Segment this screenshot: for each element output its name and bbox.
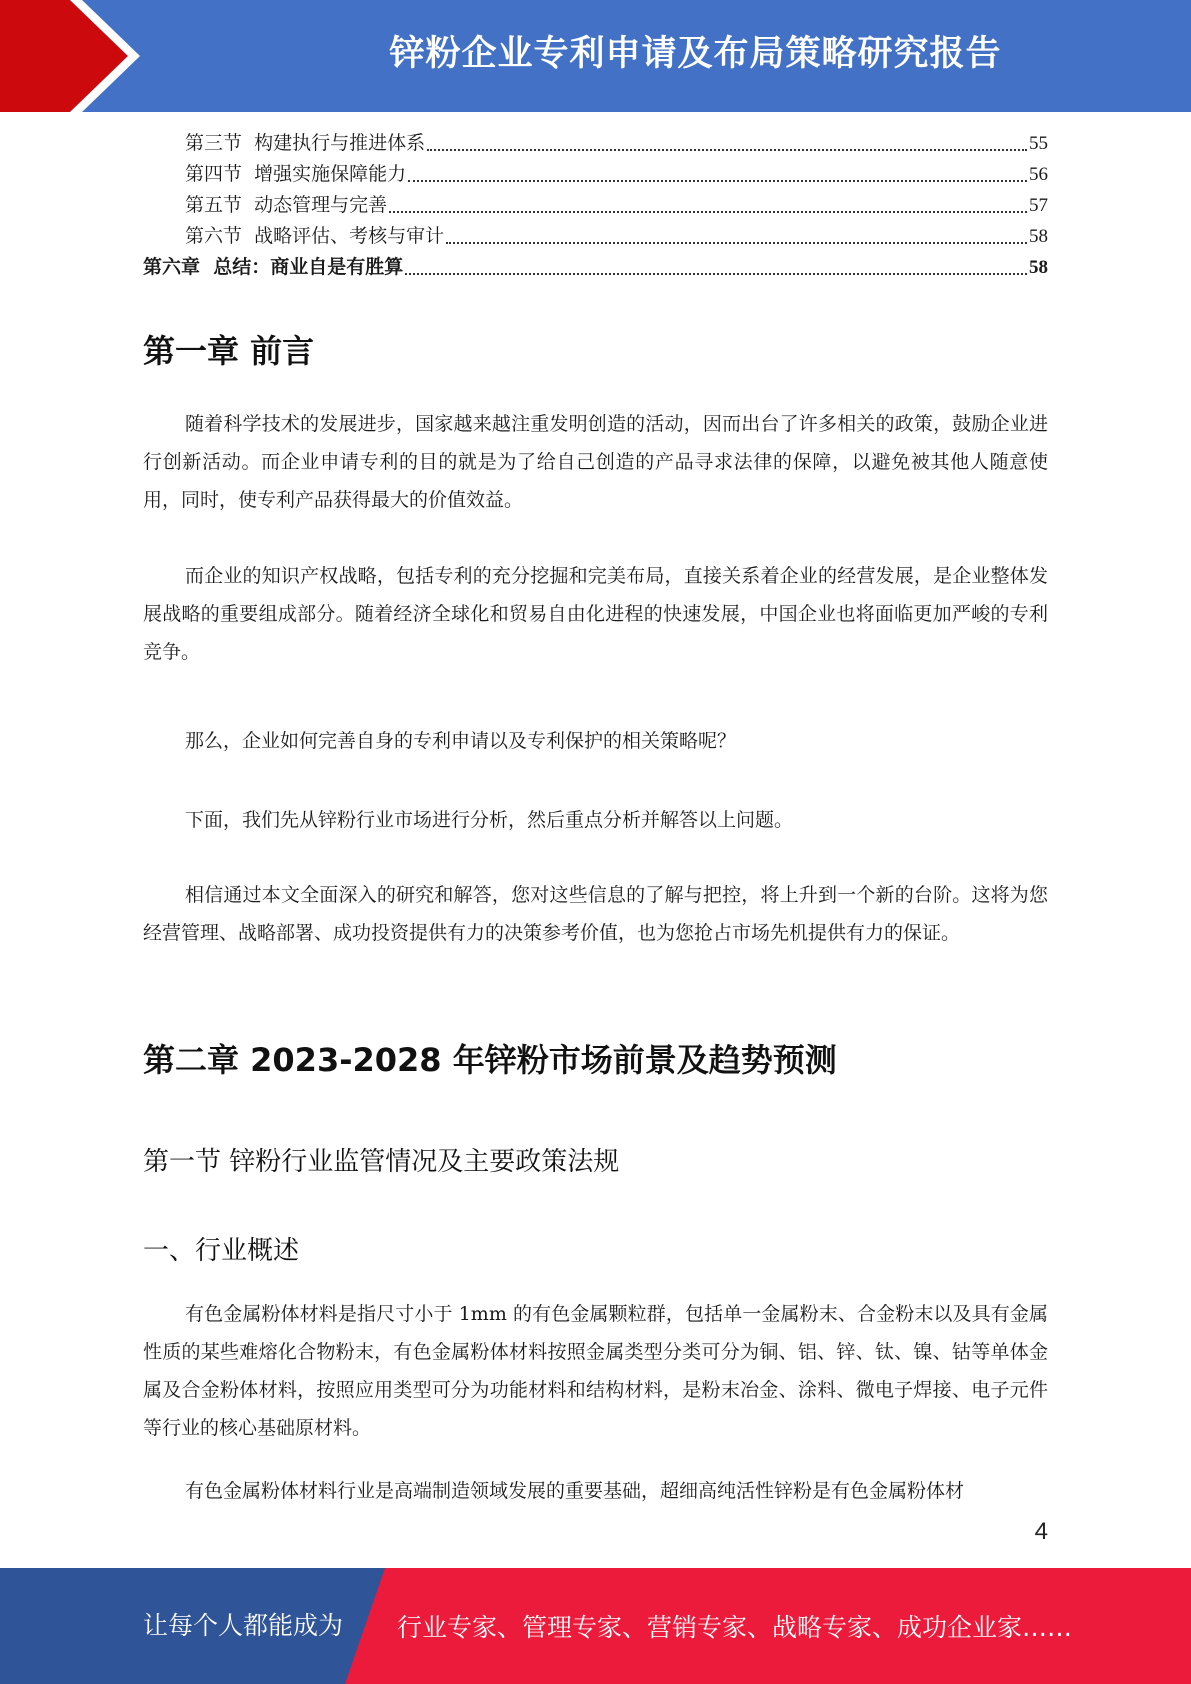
toc-leader-dots xyxy=(405,272,1027,275)
toc-item[interactable] xyxy=(143,221,1048,252)
chapter1-paragraph: 下面，我们先从锌粉行业市场进行分析，然后重点分析并解答以上问题。 xyxy=(185,809,794,831)
chapter1-paragraph: 那么，企业如何完善自身的专利申请以及专利保护的相关策略呢？ xyxy=(185,730,737,752)
report-title: 锌粉企业专利申请及布局策略研究报告 xyxy=(389,34,1002,74)
toc-item-page: 56 xyxy=(1029,164,1048,185)
toc-item-page: 57 xyxy=(1029,195,1048,216)
toc-item-label: 第三节 构建执行与推进体系 xyxy=(185,132,426,154)
toc-item[interactable] xyxy=(143,190,1048,221)
chapter2-heading: 第二章 2023-2028 年锌粉市场前景及趋势预测 xyxy=(143,1041,837,1079)
table-of-contents xyxy=(143,128,1048,283)
toc-leader-dots xyxy=(427,148,1027,151)
header-banner xyxy=(0,0,1191,112)
chapter1-heading: 第一章 前言 xyxy=(143,332,315,370)
toc-item[interactable] xyxy=(143,128,1048,159)
subsection-heading: 一、行业概述 xyxy=(143,1236,300,1266)
toc-item-page: 55 xyxy=(1029,133,1048,154)
chapter1-paragraph: 随着科学技术的发展进步，国家越来越注重发明创造的活动，因而出台了许多相关的政策，鼓励企业进行创新活动。而企业申请专利的目的就是为了给自己创造的产品寻求法律的保障，以避免被其他人随意使用，同时，使专利产品获得最大的价值效益。 xyxy=(143,413,1048,511)
header-arrow-decoration xyxy=(0,0,150,112)
toc-item-page: 58 xyxy=(1029,257,1048,278)
toc-item-label: 第六节 战略评估、考核与审计 xyxy=(185,225,445,247)
toc-item-label: 第五节 动态管理与完善 xyxy=(185,194,388,216)
toc-item-label: 第四节 增强实施保障能力 xyxy=(185,163,407,185)
footer-banner xyxy=(0,1568,1191,1684)
chapter1-paragraph: 相信通过本文全面深入的研究和解答，您对这些信息的了解与把控，将上升到一个新的台阶。这将为您经营管理、战略部署、成功投资提供有力的决策参考价值，也为您抢占市场先机提供有力的保证。 xyxy=(143,884,1048,944)
footer-slogan-right: 行业专家、管理专家、营销专家、战略专家、成功企业家…… xyxy=(397,1613,1073,1642)
page-number: 4 xyxy=(1034,1518,1048,1545)
toc-chapter-item[interactable] xyxy=(143,252,1048,283)
section-heading: 第一节 锌粉行业监管情况及主要政策法规 xyxy=(143,1147,620,1177)
toc-leader-dots xyxy=(389,210,1027,213)
toc-item-label: 第六章 总结：商业自是有胜算 xyxy=(143,256,404,278)
chapter2-paragraph: 有色金属粉体材料是指尺寸小于 1mm 的有色金属颗粒群，包括单一金属粉末、合金粉末以及具有金属性质的某些难熔化合物粉末，有色金属粉体材料按照金属类型分类可分为铜、铝、锌、钛、镍、钴等单体金属及合金粉体材料，按照应用类型可分为功能材料和结构材料，是粉末冶金、涂料、微电子焊接、电子元件等行业的核心基础原材料。 xyxy=(143,1303,1048,1439)
footer-slogan-left: 让每个人都能成为 xyxy=(143,1611,344,1640)
toc-item-page: 58 xyxy=(1029,226,1048,247)
chapter1-paragraph: 而企业的知识产权战略，包括专利的充分挖掘和完美布局，直接关系着企业的经营发展，是企业整体发展战略的重要组成部分。随着经济全球化和贸易自由化进程的快速发展，中国企业也将面临更加严峻的专利竞争。 xyxy=(143,565,1048,663)
chapter2-paragraph: 有色金属粉体材料行业是高端制造领域发展的重要基础，超细高纯活性锌粉是有色金属粉体材 xyxy=(185,1480,965,1502)
toc-item[interactable] xyxy=(143,159,1048,190)
toc-leader-dots xyxy=(446,241,1027,244)
toc-leader-dots xyxy=(408,179,1027,182)
